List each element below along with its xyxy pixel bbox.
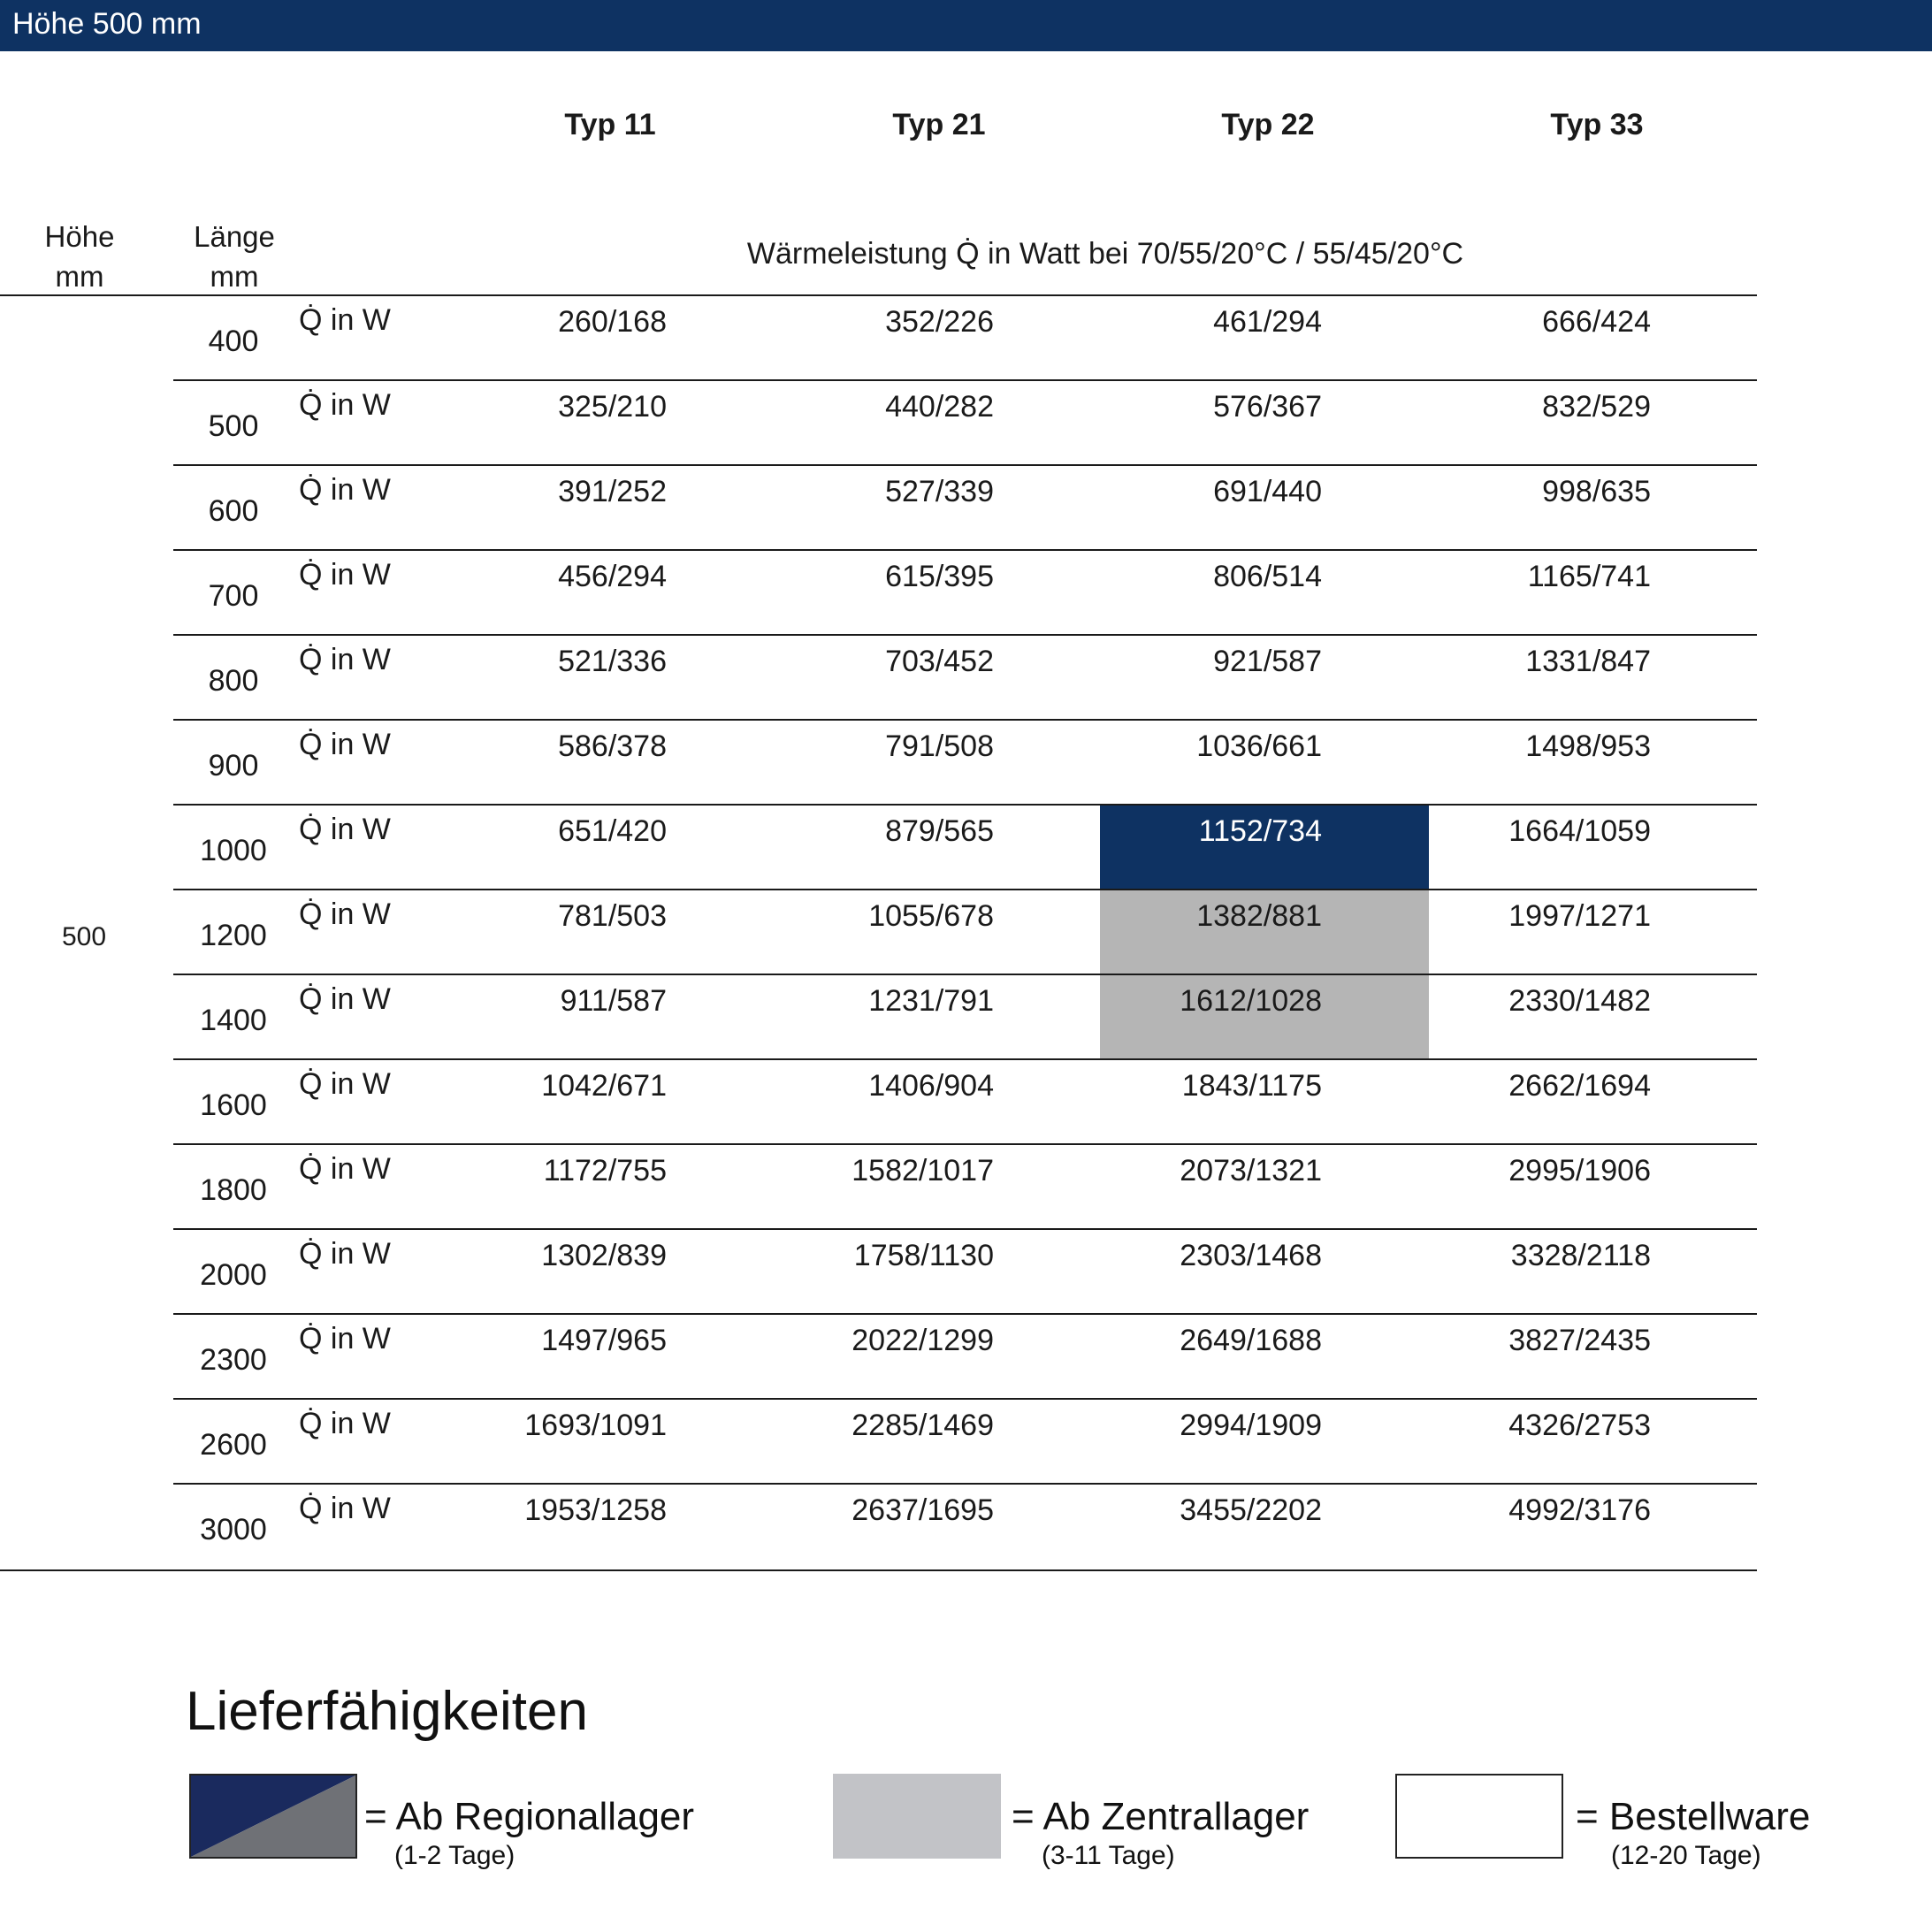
table-row [0,1400,1757,1485]
row-unit-label: Q̇ in W [299,897,391,931]
table-cell-value: 352/226 [885,305,994,339]
table-cell-value: 1042/671 [541,1069,667,1103]
column-header-typ-33: Typ 33 [1550,108,1644,141]
table-row [0,806,1757,890]
hoehe-label: Höhe [44,220,115,253]
table-cell-value: 461/294 [1213,305,1322,339]
table-cell-value: 391/252 [558,475,667,508]
row-length: 900 [208,749,259,783]
row-unit-label: Q̇ in W [299,813,391,846]
table-cell-value: 3827/2435 [1508,1324,1651,1357]
table-row [0,381,1757,466]
table-row [0,1145,1757,1230]
table-cell-value: 4992/3176 [1508,1493,1651,1527]
row-unit-label: Q̇ in W [299,1237,391,1271]
table-cell-value: 2022/1299 [851,1324,994,1357]
row-length: 800 [208,664,259,698]
row-length: 1200 [200,919,267,952]
table-cell-value: 1331/847 [1525,645,1651,678]
table-cell-value: 832/529 [1542,390,1651,424]
legend-sub-zentral: (3-11 Tage) [1042,1841,1175,1870]
table-cell-value: 1055/678 [868,899,994,933]
row-length: 1600 [200,1088,267,1122]
table-row [0,296,1757,381]
table-cell-value: 586/378 [558,729,667,763]
row-unit-label: Q̇ in W [299,1067,391,1101]
table-cell-value: 666/424 [1542,305,1651,339]
table-bottom-rule [0,1569,1757,1571]
laenge-unit: mm [210,260,259,293]
row-unit-label: Q̇ in W [299,1407,391,1440]
row-length: 2600 [200,1428,267,1462]
page-title: Höhe 500 mm [12,7,202,41]
table-cell-value: 998/635 [1542,475,1651,508]
legend-swatch-regional-graphic [191,1775,355,1857]
row-length: 500 [208,409,259,443]
row-length: 2300 [200,1343,267,1377]
table-cell-value: 1664/1059 [1508,814,1651,848]
table-cell-value: 2649/1688 [1180,1324,1322,1357]
legend-swatch-bestellware [1395,1774,1563,1859]
table-cell-value: 1497/965 [541,1324,667,1357]
title-bar [0,0,1932,51]
legend-label-bestellware: = Bestellware [1576,1795,1811,1838]
table-cell-value: 806/514 [1213,560,1322,593]
row-unit-label: Q̇ in W [299,728,391,761]
table-cell-value: 260/168 [558,305,667,339]
table-cell-value: 1843/1175 [1181,1069,1322,1103]
hoehe-column-header [27,217,133,296]
row-length: 700 [208,579,259,613]
table-cell-value: 2662/1694 [1508,1069,1651,1103]
table-cell-value: 1406/904 [868,1069,994,1103]
row-length: 3000 [200,1513,267,1546]
table-cell-value: 1382/881 [1100,890,1429,975]
laenge-label: Länge [194,220,275,253]
table-cell-value: 521/336 [558,645,667,678]
table-cell-value: 1997/1271 [1508,899,1651,933]
row-unit-label: Q̇ in W [299,1152,391,1186]
row-unit-label: Q̇ in W [299,558,391,592]
table-cell-value: 2995/1906 [1508,1154,1651,1187]
table-row [0,975,1757,1060]
legend-label-zentral: = Ab Zentrallager [1012,1795,1310,1838]
legend-label-regional: = Ab Regionallager [364,1795,695,1838]
row-length: 1400 [200,1004,267,1037]
row-unit-label: Q̇ in W [299,473,391,507]
row-length: 1800 [200,1173,267,1207]
table-body [0,296,1757,1569]
legend-sub-regional: (1-2 Tage) [394,1841,515,1870]
table-cell-value: 2330/1482 [1508,984,1651,1018]
row-length: 1000 [200,834,267,867]
table-cell-value: 2073/1321 [1180,1154,1322,1187]
row-length: 600 [208,494,259,528]
table-row [0,1315,1757,1400]
row-unit-label: Q̇ in W [299,982,391,1016]
table-cell-value: 921/587 [1213,645,1322,678]
table-cell-value: 1953/1258 [524,1493,667,1527]
table-cell-value: 1612/1028 [1100,975,1429,1060]
column-header-typ-11: Typ 11 [564,108,656,141]
table-cell-value: 1758/1130 [853,1239,994,1272]
row-length: 400 [208,325,259,358]
table-cell-value: 2285/1469 [851,1409,994,1442]
table-cell-value: 879/565 [885,814,994,848]
table-cell-value: 440/282 [885,390,994,424]
table-row [0,1485,1757,1569]
row-unit-label: Q̇ in W [299,388,391,422]
row-unit-label: Q̇ in W [299,643,391,676]
table-cell-value: 1582/1017 [851,1154,994,1187]
table-cell-value: 1302/839 [541,1239,667,1272]
table-cell-value: 1165/741 [1527,560,1651,593]
table-cell-value: 576/367 [1213,390,1322,424]
table-cell-value: 1498/953 [1525,729,1651,763]
table-cell-value: 2994/1909 [1180,1409,1322,1442]
table-row [0,721,1757,806]
table-cell-value: 1172/755 [543,1154,667,1187]
table-cell-value: 651/420 [558,814,667,848]
legend-sub-bestellware: (12-20 Tage) [1611,1841,1761,1870]
row-unit-label: Q̇ in W [299,1322,391,1355]
hoehe-unit: mm [55,260,104,293]
table-row [0,551,1757,636]
table-row [0,466,1757,551]
table-cell-value: 2303/1468 [1180,1239,1322,1272]
legend-swatch-regional [189,1774,357,1859]
table-cell-value: 2637/1695 [851,1493,994,1527]
column-header-typ-21: Typ 21 [892,108,986,141]
legend-swatch-zentral [833,1774,1001,1859]
row-unit-label: Q̇ in W [299,1492,391,1525]
table-cell-value: 781/503 [558,899,667,933]
table-cell-value: 1152/734 [1100,806,1429,890]
table-cell-value: 703/452 [885,645,994,678]
row-length: 2000 [200,1258,267,1292]
laenge-column-header [177,217,292,296]
table-row [0,1060,1757,1145]
table-cell-value: 1036/661 [1196,729,1322,763]
table-cell-value: 456/294 [558,560,667,593]
table-subtitle: Wärmeleistung Q̇ in Watt bei 70/55/20°C / 55/45/20°C [746,237,1464,271]
table-row [0,1230,1757,1315]
table-cell-value: 527/339 [885,475,994,508]
table-cell-value: 691/440 [1213,475,1322,508]
hoehe-value: 500 [61,922,107,951]
table-row [0,890,1757,975]
table-cell-value: 4326/2753 [1508,1409,1651,1442]
table-cell-value: 615/395 [885,560,994,593]
column-header-typ-22: Typ 22 [1221,108,1315,141]
row-unit-label: Q̇ in W [299,303,391,337]
table-cell-value: 791/508 [885,729,994,763]
table-cell-value: 3455/2202 [1180,1493,1322,1527]
table-cell-value: 1231/791 [868,984,994,1018]
table-row [0,636,1757,721]
legend-title: Lieferfähigkeiten [186,1681,588,1742]
table-cell-value: 1693/1091 [524,1409,667,1442]
table-cell-value: 3328/2118 [1510,1239,1651,1272]
table-cell-value: 911/587 [560,984,667,1018]
table-cell-value: 325/210 [558,390,667,424]
